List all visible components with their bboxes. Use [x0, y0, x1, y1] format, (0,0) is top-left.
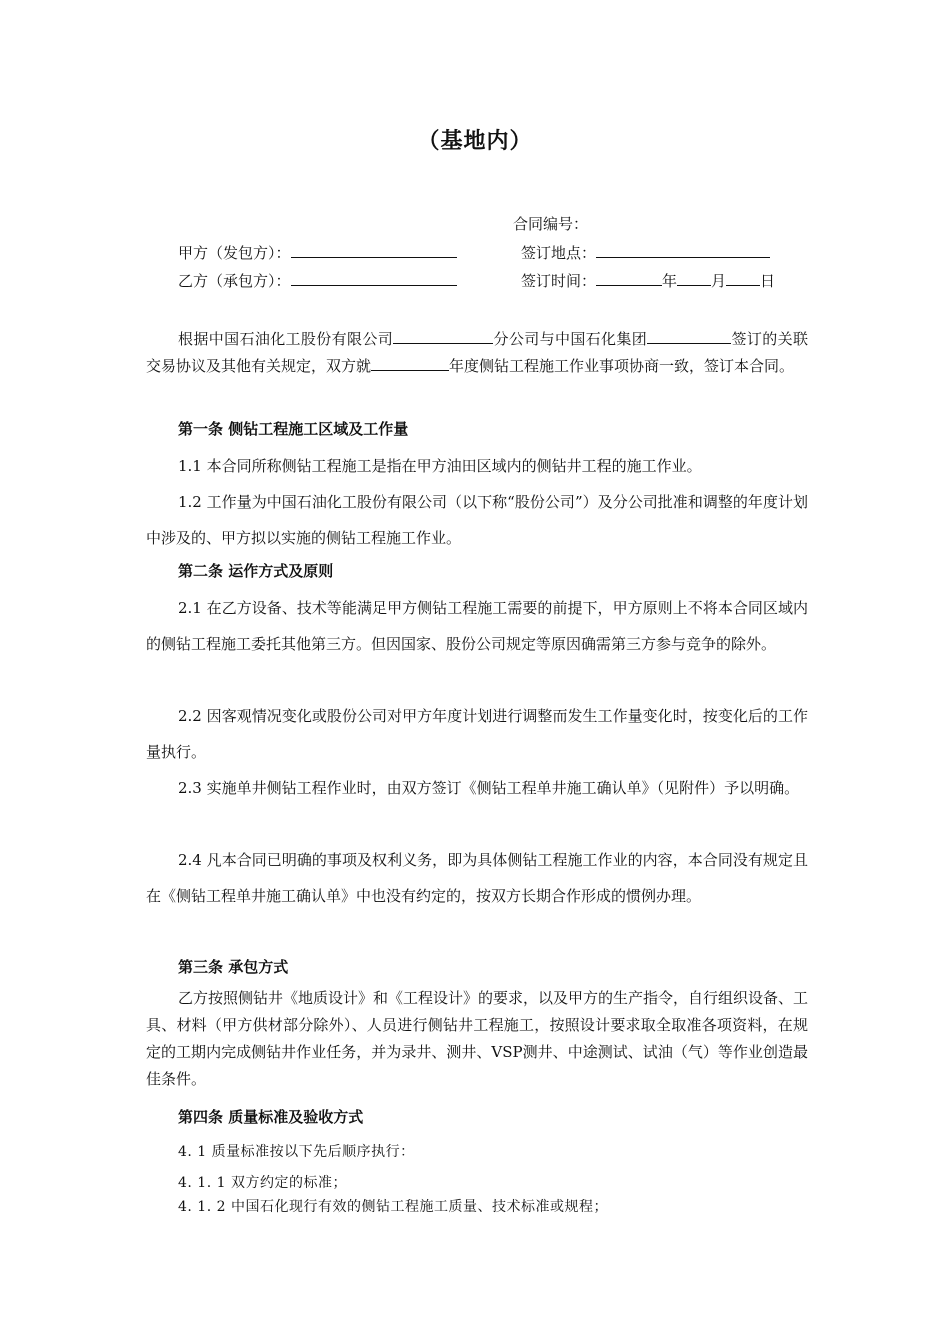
sign-place-label: 签订地点：: [521, 244, 597, 262]
sign-time-label: 签订时间：: [521, 272, 597, 290]
clause-2-3: 2.3 实施单井侧钻工程作业时，由双方签订《侧钻工程单井施工确认单》（见附件）予以明确。: [178, 779, 800, 797]
party-a-label: 甲方（发包方）：: [178, 244, 291, 262]
party-b-label: 乙方（承包方）：: [178, 272, 291, 290]
clause-2-1: 2.1 在乙方设备、技术等能满足甲方侧钻工程施工需要的前提下，甲方原则上不将本合同区域内的侧钻工程施工委托其他第三方。但因国家、股份公司规定等原因确需第三方参与竞争的除外。: [146, 599, 808, 653]
intro-part-2: 分公司与中国石化集团: [493, 330, 648, 348]
party-b-row: [178, 270, 457, 291]
sign-day-field[interactable]: [726, 271, 760, 286]
branch-company-field[interactable]: [393, 329, 493, 344]
section-4-heading: 第四条 质量标准及验收方式: [178, 1108, 364, 1126]
section-1-heading: 第一条 侧钻工程施工区域及工作量: [178, 420, 409, 438]
section-3-heading: 第三条 承包方式: [178, 958, 289, 976]
clause-1-1: 1.1 本合同所称侧钻工程施工是指在甲方油田区域内的侧钻井工程的施工作业。: [178, 457, 702, 475]
document-title: （基地内）: [417, 129, 533, 154]
clause-3-body: 乙方按照侧钻井《地质设计》和《工程设计》的要求，以及甲方的生产指令，自行组织设备、工具、材料（甲方供材部分除外）、人员进行侧钻井工程施工，按照设计要求取全取准各项资料，在规定的工期内完成侧钻井作业任务，并为录井、测井、VSP测井、中途测试、试油（气）等作业创造最佳条件。: [146, 989, 809, 1088]
month-label: 月: [711, 272, 727, 290]
sign-year-field[interactable]: [596, 271, 662, 286]
party-a-row: [178, 242, 457, 263]
clause-2-4: 2.4 凡本合同已明确的事项及权利义务，即为具体侧钻工程施工作业的内容，本合同没有规定且在《侧钻工程单井施工确认单》中也没有约定的，按双方长期合作形成的惯例办理。: [146, 851, 808, 905]
party-a-field[interactable]: [291, 243, 457, 258]
party-b-field[interactable]: [291, 271, 457, 286]
contract-number-label: 合同编号：: [513, 215, 589, 233]
group-company-field[interactable]: [647, 329, 731, 344]
intro-part-1: 根据中国石油化工股份有限公司: [178, 330, 394, 348]
year-label: 年: [662, 272, 678, 290]
year-field[interactable]: [371, 356, 449, 371]
clause-4-1: 4. 1 质量标准按以下先后顺序执行：: [178, 1144, 415, 1160]
sign-place-field[interactable]: [596, 243, 770, 258]
intro-part-4: 年度侧钻工程施工作业事项协商一致，签订本合同。: [449, 357, 795, 375]
sign-time-row: [521, 270, 775, 291]
sign-place-row: [521, 242, 770, 263]
sign-month-field[interactable]: [677, 271, 711, 286]
day-label: 日: [760, 272, 776, 290]
clause-4-1-1: 4. 1. 1 双方约定的标准；: [178, 1175, 347, 1191]
intro-paragraph: [146, 326, 808, 380]
clause-2-2: 2.2 因客观情况变化或股份公司对甲方年度计划进行调整而发生工作量变化时，按变化后的工作量执行。: [146, 707, 808, 761]
clause-1-2: 1.2 工作量为中国石油化工股份有限公司（以下称“股份公司”）及分公司批准和调整的年度计划中涉及的、甲方拟以实施的侧钻工程施工作业。: [146, 493, 808, 547]
intro-part-3: 签订的关联交易协议及其他有关规定，双方就: [146, 330, 808, 375]
clause-4-1-2: 4. 1. 2 中国石化现行有效的侧钻工程施工质量、技术标准或规程；: [178, 1199, 608, 1215]
section-2-heading: 第二条 运作方式及原则: [178, 562, 334, 580]
